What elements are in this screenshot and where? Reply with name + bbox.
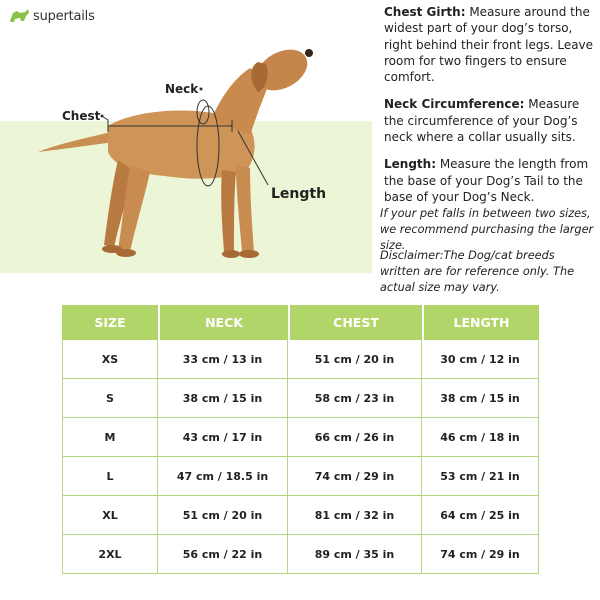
- dog-paw: [116, 249, 136, 257]
- size-cell: XL: [62, 496, 158, 535]
- neck-pointer-dot: [200, 88, 203, 91]
- dog-nose: [305, 49, 313, 57]
- dog-measurement-figure: [0, 0, 375, 290]
- length-cell: 46 cm / 18 in: [422, 418, 539, 457]
- chest-cell: 74 cm / 29 in: [288, 457, 422, 496]
- chest-girth-instruction: [384, 4, 598, 85]
- size-recommendation-note: If your pet falls in between two sizes, we recommend purchasing the larger size.: [380, 207, 594, 252]
- length-cell: 53 cm / 21 in: [422, 457, 539, 496]
- size-cell: M: [62, 418, 158, 457]
- brand-name: supertails: [33, 8, 95, 24]
- table-row: [62, 535, 539, 574]
- chest-cell: 66 cm / 26 in: [288, 418, 422, 457]
- neck-circumference-title: Neck Circumference:: [384, 97, 525, 112]
- length-text: Measure the length from the base of your Dog’s Tail to the base of your Dog’s Neck.: [384, 157, 589, 204]
- column-header-neck: NECK: [158, 305, 288, 340]
- chest-cell: 81 cm / 32 in: [288, 496, 422, 535]
- size-cell: 2XL: [62, 535, 158, 574]
- neck-cell: 38 cm / 15 in: [158, 379, 288, 418]
- measurement-instructions: [384, 4, 598, 216]
- neck-cell: 47 cm / 18.5 in: [158, 457, 288, 496]
- column-header-length: LENGTH: [422, 305, 539, 340]
- length-instruction: [384, 156, 598, 205]
- size-cell: S: [62, 379, 158, 418]
- column-header-size: SIZE: [62, 305, 158, 340]
- table-row: [62, 418, 539, 457]
- length-cell: 74 cm / 29 in: [422, 535, 539, 574]
- neck-cell: 51 cm / 20 in: [158, 496, 288, 535]
- length-cell: 30 cm / 12 in: [422, 340, 539, 379]
- chest-cell: 89 cm / 35 in: [288, 535, 422, 574]
- chest-label: Chest: [62, 109, 101, 123]
- chest-pointer-line: [102, 116, 108, 120]
- column-header-chest: CHEST: [288, 305, 422, 340]
- table-row: [62, 340, 539, 379]
- table-header-row: [62, 305, 539, 340]
- neck-label: Neck: [165, 82, 199, 96]
- size-cell: XS: [62, 340, 158, 379]
- chest-girth-title: Chest Girth:: [384, 5, 466, 19]
- length-cell: 64 cm / 25 in: [422, 496, 539, 535]
- size-chart-table: [62, 305, 539, 574]
- table-row: [62, 457, 539, 496]
- table-row: [62, 496, 539, 535]
- table-row: [62, 379, 539, 418]
- chest-cell: 51 cm / 20 in: [288, 340, 422, 379]
- neck-cell: 33 cm / 13 in: [158, 340, 288, 379]
- dog-paw: [239, 250, 259, 258]
- neck-circumference-text: Measure the circumference of your Dog’s neck where a collar usually sits.: [384, 97, 580, 145]
- length-label: Length: [271, 186, 327, 202]
- length-title: Length:: [384, 157, 436, 172]
- dog-front-leg-back: [221, 170, 236, 252]
- chest-cell: 58 cm / 23 in: [288, 379, 422, 418]
- neck-circumference-instruction: [384, 96, 598, 145]
- chest-girth-text: Measure around the widest part of your dog’s torso, right behind their front legs. Leave room for two fingers to ensure comfort.: [384, 5, 594, 85]
- neck-cell: 43 cm / 17 in: [158, 418, 288, 457]
- length-cell: 38 cm / 15 in: [422, 379, 539, 418]
- disclaimer-note: Disclaimer:The Dog/cat breeds written are for reference only. The actual size may vary.: [380, 249, 575, 294]
- dog-illustration: [0, 0, 375, 290]
- neck-cell: 56 cm / 22 in: [158, 535, 288, 574]
- size-cell: L: [62, 457, 158, 496]
- dog-paw: [222, 250, 240, 258]
